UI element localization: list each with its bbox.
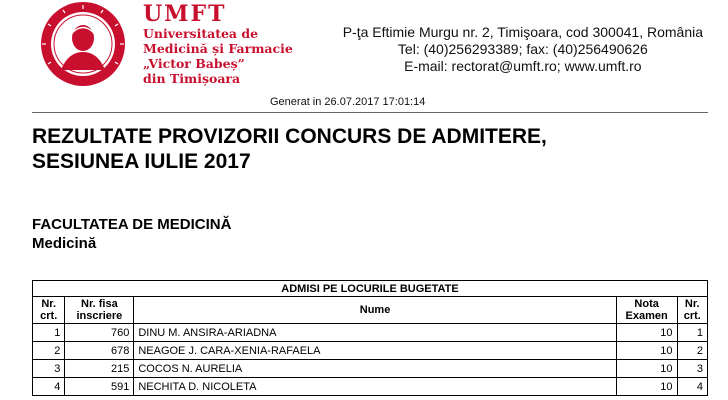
- cell-nume: NECHITA D. NICOLETA: [134, 378, 616, 396]
- generated-timestamp: Generat in 26.07.2017 17:01:14: [270, 96, 426, 108]
- cell-fisa: 760: [65, 324, 134, 342]
- cell-nume: NEAGOE J. CARA-XENIA-RAFAELA: [134, 342, 616, 360]
- table-row: [33, 360, 708, 378]
- title-line: REZULTATE PROVIZORII CONCURS DE ADMITERE,: [32, 125, 547, 148]
- cell-fisa: 591: [65, 378, 134, 396]
- cell-nume: DINU M. ANSIRA-ARIADNA: [134, 324, 616, 342]
- cell-fisa: 215: [65, 360, 134, 378]
- phone-text: Tel: (40)256293389; fax: (40)256490626: [397, 41, 648, 57]
- table-row: [33, 342, 708, 360]
- table-row: [33, 324, 708, 342]
- results-table: [32, 280, 708, 396]
- title-line: SESIUNEA IULIE 2017: [32, 150, 251, 173]
- col-header-nume: Nume: [134, 297, 616, 324]
- page-title: [32, 124, 692, 174]
- brand-line: „Victor Babeș”: [143, 56, 245, 71]
- cell-nota: 10: [616, 324, 677, 342]
- letterhead: [0, 0, 728, 92]
- table-section-title: ADMISI PE LOCURILE BUGETATE: [33, 281, 708, 297]
- cell-nota: 10: [616, 342, 677, 360]
- contact-block: [343, 24, 703, 75]
- brand-line: Medicină și Farmacie: [143, 41, 293, 56]
- cell-nota: 10: [616, 378, 677, 396]
- faculty-name: FACULTATEA DE MEDICINĂ: [32, 216, 232, 233]
- table-row: [33, 378, 708, 396]
- program-name: Medicină: [32, 235, 97, 252]
- cell-nr: 3: [33, 360, 65, 378]
- brand-abbreviation: UMFT: [143, 1, 227, 27]
- col-header-nr-crt: Nr. crt.: [33, 297, 65, 324]
- university-seal-logo: [28, 0, 138, 88]
- cell-nr-2: 3: [677, 360, 707, 378]
- address-text: P-ţa Eftimie Murgu nr. 2, Timişoara, cod 300041, România: [342, 24, 703, 40]
- faculty-heading: [32, 215, 231, 253]
- email-text: E-mail: rectorat@umft.ro; www.umft.ro: [404, 58, 642, 74]
- university-brand: [143, 2, 293, 86]
- cell-nr-2: 2: [677, 342, 707, 360]
- header-divider: [32, 112, 708, 113]
- cell-nr-2: 1: [677, 324, 707, 342]
- col-header-nr-crt-2: Nr. crt.: [677, 297, 707, 324]
- brand-line: din Timișoara: [143, 71, 241, 86]
- brand-line: Universitatea de: [143, 26, 259, 41]
- col-header-nr-fisa: Nr. fisa inscriere: [65, 297, 134, 324]
- cell-nr: 4: [33, 378, 65, 396]
- cell-nr: 1: [33, 324, 65, 342]
- col-header-nota: Nota Examen: [616, 297, 677, 324]
- cell-nr-2: 4: [677, 378, 707, 396]
- cell-nr: 2: [33, 342, 65, 360]
- cell-fisa: 678: [65, 342, 134, 360]
- cell-nota: 10: [616, 360, 677, 378]
- cell-nume: COCOS N. AURELIA: [134, 360, 616, 378]
